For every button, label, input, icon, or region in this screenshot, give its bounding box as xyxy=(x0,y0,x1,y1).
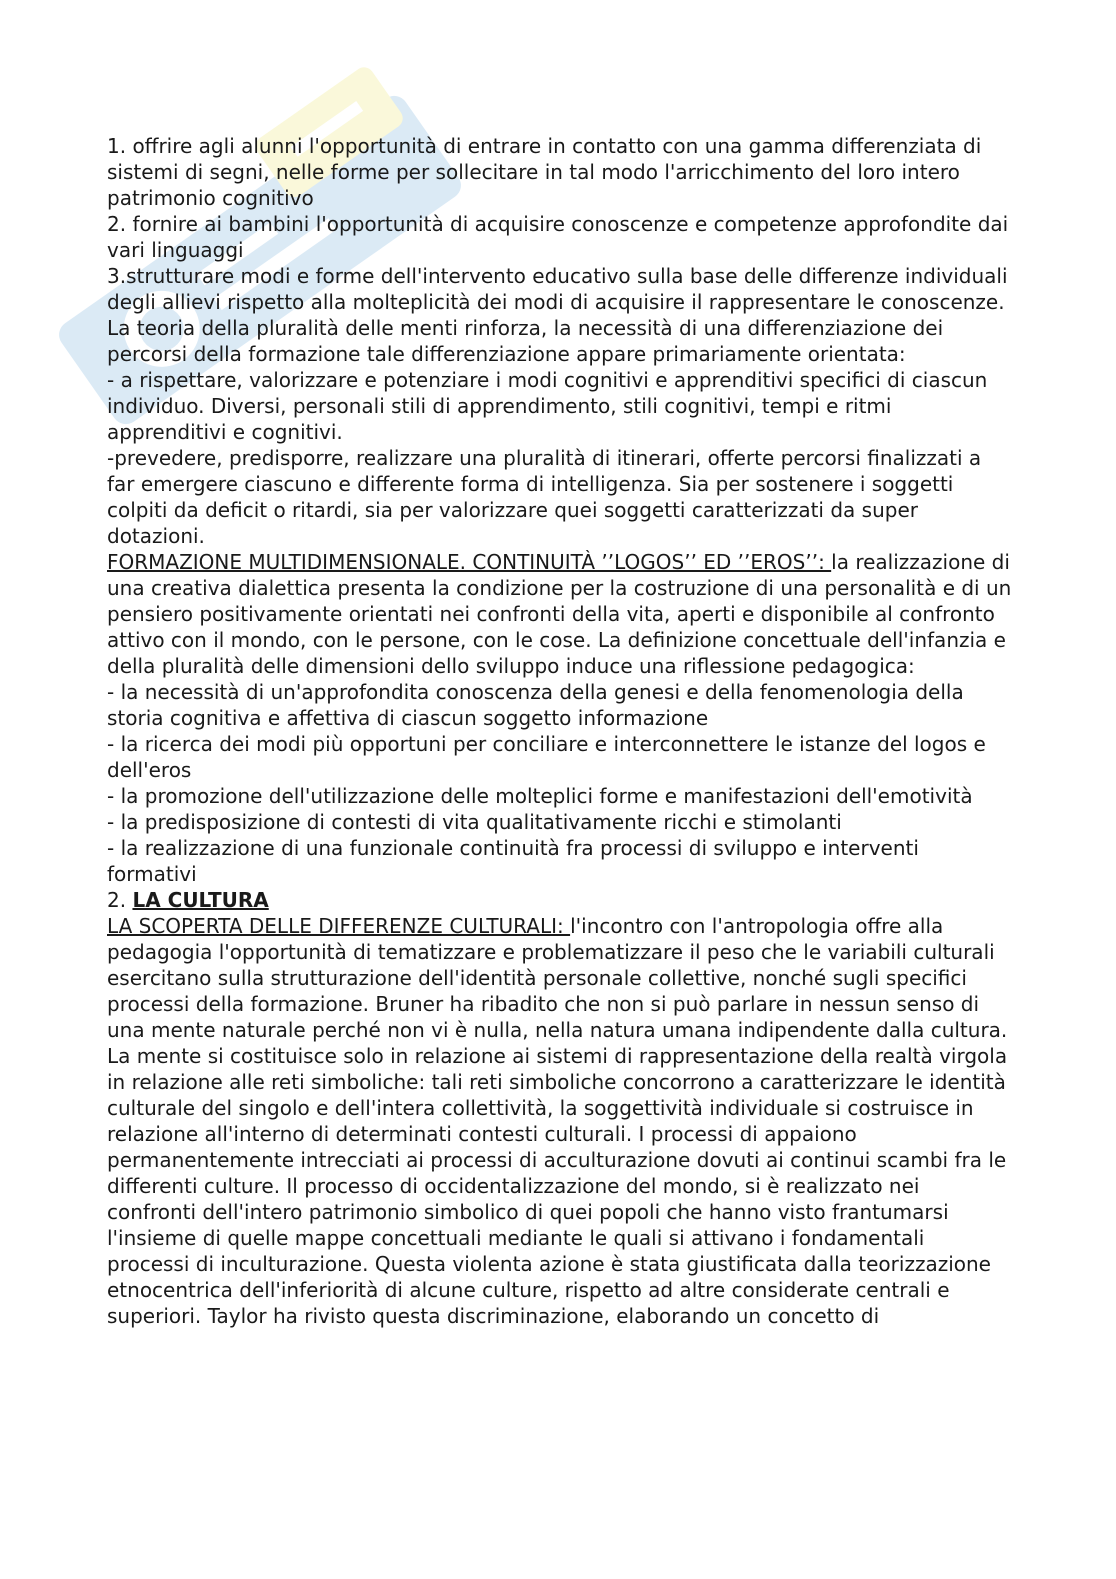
list-item-3: 3.strutturare modi e forme dell'intervento educativo sulla base delle differenze individuali degli allievi rispetto alla molteplicità dei modi di acquisire il rappresentare le conoscenze. La teoria della pluralità delle menti rinforza, la necessità di una differenziazione dei percorsi della formazione tale differenziazione appare primariamente orientata: xyxy=(107,264,1008,366)
bullet-realizzazione: - la realizzazione di una funzionale continuità fra processi di sviluppo e interventi formativi xyxy=(107,836,919,886)
heading-formazione-multidimensionale: FORMAZIONE MULTIDIMENSIONALE. CONTINUITÀ ’’LOGOS’’ ED ’’EROS’’: xyxy=(107,550,832,574)
bullet-conoscenza: - la necessità di un'approfondita conoscenza della genesi e della fenomenologia della storia cognitiva e affettiva di ciascun soggetto informazione xyxy=(107,680,964,730)
bullet-ricerca: - la ricerca dei modi più opportuni per conciliare e interconnettere le istanze del logos e dell'eros xyxy=(107,732,986,782)
bullet-prevedere: -prevedere, predisporre, realizzare una pluralità di itinerari, offerte percorsi finalizzati a far emergere ciascuno e differente forma di intelligenza. Sia per sostenere i soggetti colpiti da deficit o ritardi, sia per valorizzare quei soggetti caratterizzati da super dotazioni. xyxy=(107,446,982,548)
list-item-2: 2. fornire ai bambini l'opportunità di acquisire conoscenze e competenze approfondite dai vari linguaggi xyxy=(107,212,1009,262)
bullet-promozione: - la promozione dell'utilizzazione delle molteplici forme e manifestazioni dell'emotività xyxy=(107,784,973,808)
document-page xyxy=(107,133,1012,1329)
text-formazione: la realizzazione di una creativa dialettica presenta la condizione per la costruzione di una personalità e di un pensiero positivamente orientati nei confronti della vita, aperti e disponibile al confronto attivo con il mondo, con le persone, con le cose. La definizione concettuale dell'infanzia e della pluralità delle dimensioni dello sviluppo induce una riflessione pedagogica: xyxy=(107,550,1012,678)
paragraph-formazione xyxy=(107,549,1012,679)
text-differenze-culturali: l'incontro con l'antropologia offre alla pedagogia l'opportunità di tematizzare e problematizzare il peso che le variabili culturali esercitano sulla strutturazione dell'identità personale collettive, nonché sugli specifici processi della formazione. Bruner ha ribadito che non si può parlare in nessun senso di una mente naturale perché non vi è nulla, nella natura umana indipendente dalla cultura. La mente si costituisce solo in relazione ai sistemi di rappresentazione della realtà virgola in relazione alle reti simboliche: tali reti simboliche concorrono a caratterizzare le identità culturale del singolo e dell'intera collettività, la soggettività individuale si costruisce in relazione all'interno di determinati contesti culturali. I processi di appaiono permanentemente intrecciati ai processi di acculturazione dovuti ai continui scambi fra le differenti culture. Il processo di occidentalizzazione del mondo, si è realizzato nei confronti dell'intero patrimonio simbolico di quei popoli che hanno visto frantumarsi l'insieme di quelle mappe concettuali mediante le quali si attivano i fondamentali processi di inculturazione. Questa violenta azione è stata giustificata dalla teorizzazione etnocentrica dell'inferiorità di alcune culture, rispetto ad altre considerate centrali e superiori. Taylor ha rivisto questa discriminazione, elaborando un concetto di xyxy=(107,914,1008,1328)
heading-differenze-culturali: LA SCOPERTA DELLE DIFFERENZE CULTURALI: xyxy=(107,914,571,938)
bullet-predisposizione: - la predisposizione di contesti di vita qualitativamente ricchi e stimolanti xyxy=(107,810,842,834)
section-title: LA CULTURA xyxy=(132,888,269,912)
paragraph-differenze-culturali xyxy=(107,913,1012,1329)
bullet-rispettare: - a rispettare, valorizzare e potenziare i modi cognitivi e apprenditivi specifici di ciascun individuo. Diversi, personali stili di apprendimento, stili cognitivi, tempi e ritmi apprenditivi e cognitivi. xyxy=(107,368,988,444)
section-number: 2. xyxy=(107,888,133,912)
list-item-1: 1. offrire agli alunni l'opportunità di entrare in contatto con una gamma differenziata di sistemi di segni, nelle forme per sollecitare in tal modo l'arricchimento del loro intero patrimonio cognitivo xyxy=(107,134,982,210)
section-heading xyxy=(107,887,1012,913)
